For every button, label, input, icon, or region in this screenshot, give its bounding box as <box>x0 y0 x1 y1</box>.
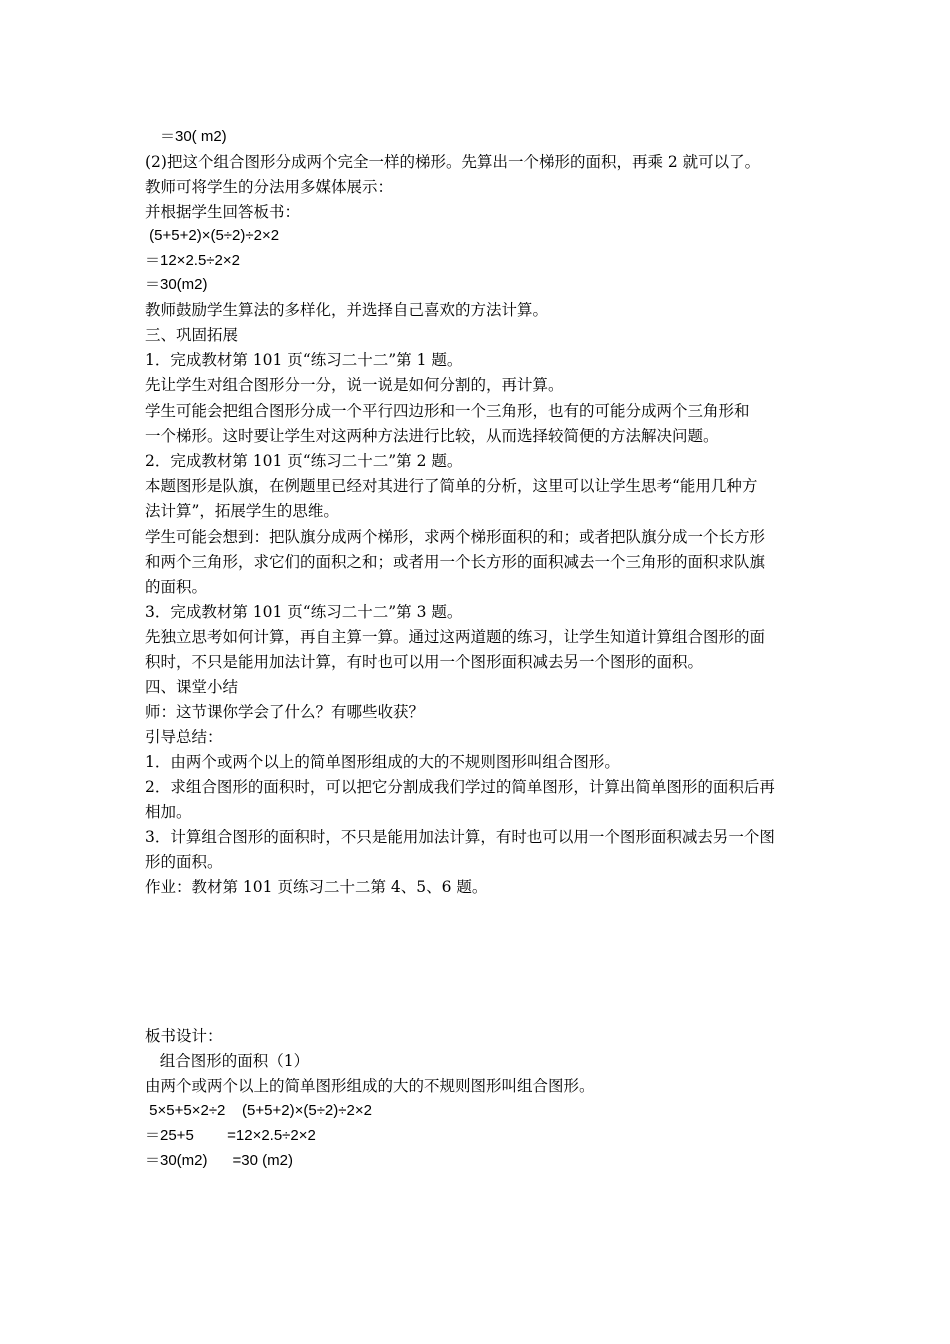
text-line: 和两个三角形，求它们的面积之和；或者用一个长方形的面积减去一个三角形的面积求队旗 <box>145 553 766 571</box>
board-design-heading: 板书设计： <box>145 1027 223 1045</box>
board-calc-line: ＝30(m2) =30 (m2) <box>145 1152 293 1169</box>
text-line: 先让学生对组合图形分一分，说一说是如何分割的，再计算。 <box>145 376 564 394</box>
text-line: 2．完成教材第 101 页“练习二十二”第 2 题。 <box>145 452 463 470</box>
text-line: 学生可能会把组合图形分成一个平行四边形和一个三角形，也有的可能分成两个三角形和 <box>145 402 750 420</box>
text-line: 本题图形是队旗，在例题里已经对其进行了简单的分析，这里可以让学生思考“能用几种方 <box>145 477 758 495</box>
text-line: 积时，不只是能用加法计算，有时也可以用一个图形面积减去另一个图形的面积。 <box>145 653 704 671</box>
text-line: 一个梯形。这时要让学生对这两种方法进行比较，从而选择较简便的方法解决问题。 <box>145 427 719 445</box>
text-line: 2．求组合图形的面积时，可以把它分割成我们学过的简单图形，计算出简单图形的面积后再 <box>145 778 775 796</box>
text-line: 学生可能会想到：把队旗分成两个梯形，求两个梯形面积的和；或者把队旗分成一个长方形 <box>145 528 766 546</box>
board-title: 组合图形的面积（1） <box>145 1052 310 1070</box>
homework-line: 作业：教材第 101 页练习二十二第 4、5、6 题。 <box>145 878 488 896</box>
text-line: 3．完成教材第 101 页“练习二十二”第 3 题。 <box>145 603 463 621</box>
board-calc-line: 5×5+5×2÷2 (5+5+2)×(5÷2)÷2×2 <box>145 1102 372 1119</box>
text-line: 教师可将学生的分法用多媒体展示： <box>145 178 394 196</box>
section-heading: 四、课堂小结 <box>145 678 239 696</box>
formula-line: ＝30(m2) <box>145 276 208 293</box>
board-calc-line: ＝25+5 =12×2.5÷2×2 <box>145 1127 316 1144</box>
text-line: 教师鼓励学生算法的多样化，并选择自己喜欢的方法计算。 <box>145 301 549 319</box>
text-line: 的面积。 <box>145 578 208 596</box>
text-line: 形的面积。 <box>145 853 223 871</box>
text-line: 先独立思考如何计算，再自主算一算。通过这两道题的练习，让学生知道计算组合图形的面 <box>145 628 766 646</box>
formula-line: ＝12×2.5÷2×2 <box>145 252 240 269</box>
text-line: 并根据学生回答板书： <box>145 203 301 221</box>
text-line: 法计算”，拓展学生的思维。 <box>145 502 339 520</box>
formula-line: (5+5+2)×(5÷2)÷2×2 <box>145 227 280 244</box>
text-line: 1．完成教材第 101 页“练习二十二”第 1 题。 <box>145 351 463 369</box>
board-definition: 由两个或两个以上的简单图形组成的大的不规则图形叫组合图形。 <box>145 1077 595 1095</box>
text-line: (2)把这个组合图形分成两个完全一样的梯形。先算出一个梯形的面积，再乘 2 就可以了。 <box>145 153 761 171</box>
section-heading: 三、巩固拓展 <box>145 326 239 344</box>
result-line: ＝30( m2) <box>145 128 227 145</box>
text-line: 引导总结： <box>145 728 223 746</box>
text-line: 3．计算组合图形的面积时，不只是能用加法计算，有时也可以用一个图形面积减去另一个图 <box>145 828 775 846</box>
text-line: 师：这节课你学会了什么？有哪些收获？ <box>145 703 425 721</box>
text-line: 1．由两个或两个以上的简单图形组成的大的不规则图形叫组合图形。 <box>145 753 620 771</box>
text-line: 相加。 <box>145 803 192 821</box>
